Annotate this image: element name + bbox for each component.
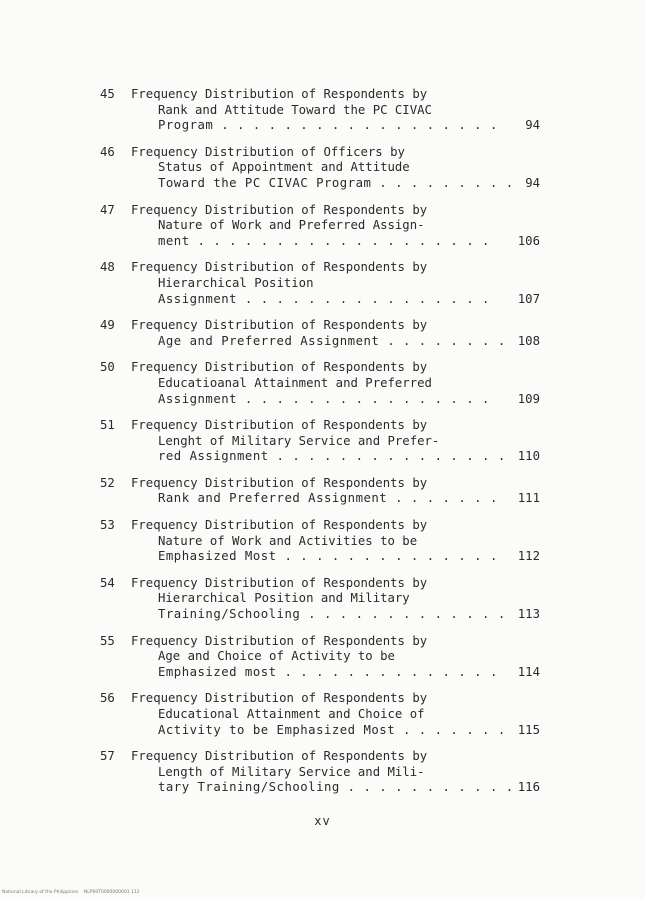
entry-title: Frequency Distribution of Respondents by <box>131 360 428 375</box>
entry-line <box>100 334 560 350</box>
entry-line <box>100 765 560 781</box>
entry-title: Frequency Distribution of Respondents by <box>131 418 428 433</box>
entry-number: 46 <box>100 144 115 159</box>
toc-entry-51 <box>100 418 560 465</box>
entry-line <box>100 780 560 796</box>
entry-page-number: 114 <box>517 664 540 679</box>
entry-line <box>100 276 560 292</box>
entry-number: 47 <box>100 202 115 217</box>
entry-number: 50 <box>100 360 115 375</box>
entry-line <box>100 707 560 723</box>
entry-line <box>100 749 560 765</box>
entry-number: 51 <box>100 418 115 433</box>
entry-line <box>100 665 560 681</box>
entry-title: Frequency Distribution of Respondents by <box>131 475 428 490</box>
page-number: xv <box>314 814 331 828</box>
entry-title: Age and Preferred Assignment . . . . . . . . <box>158 333 506 348</box>
entry-line <box>100 691 560 707</box>
entry-page-number: 94 <box>525 118 540 133</box>
entry-title: Rank and Preferred Assignment . . . . . . . <box>158 491 498 506</box>
entry-line <box>100 534 560 550</box>
entry-line <box>100 218 560 234</box>
entry-title: Rank and Attitude Toward the PC CIVAC <box>158 102 432 117</box>
entry-number: 48 <box>100 260 115 275</box>
entry-title: tary Training/Schooling . . . . . . . . . . . <box>158 780 514 795</box>
entry-title: Emphasized most . . . . . . . . . . . . . . <box>158 664 498 679</box>
entry-title: Frequency Distribution of Respondents by <box>131 749 428 764</box>
entry-line <box>100 418 560 434</box>
entry-title: Emphasized Most . . . . . . . . . . . . . . <box>158 549 498 564</box>
entry-page-number: 94 <box>525 175 540 190</box>
entry-line <box>100 145 560 161</box>
entry-number: 57 <box>100 749 115 764</box>
entry-title: Frequency Distribution of Respondents by <box>131 518 428 533</box>
entry-title: Frequency Distribution of Respondents by <box>131 318 428 333</box>
entry-line <box>100 103 560 119</box>
entry-title: Hierarchical Position and Military <box>158 591 410 606</box>
entry-page-number: 116 <box>517 780 540 795</box>
entry-number: 55 <box>100 633 115 648</box>
toc-entry-52 <box>100 476 560 507</box>
entry-number: 56 <box>100 691 115 706</box>
entry-line <box>100 160 560 176</box>
library-stamp: National Library of the Philippines NLP00T0000000003 112 <box>2 890 140 895</box>
entry-number: 49 <box>100 318 115 333</box>
entry-line <box>100 392 560 408</box>
entry-number: 54 <box>100 575 115 590</box>
entry-line <box>100 476 560 492</box>
toc-entry-47 <box>100 203 560 250</box>
entry-number: 45 <box>100 87 115 101</box>
toc-entry-50 <box>100 360 560 407</box>
entry-line <box>100 576 560 592</box>
entry-title: Educational Attainment and Choice of <box>158 707 425 721</box>
entry-title: Nature of Work and Preferred Assign- <box>158 218 425 233</box>
entry-page-number: 113 <box>517 607 540 622</box>
entry-title: Hierarchical Position <box>158 275 314 290</box>
entry-title: Frequency Distribution of Respondents by <box>131 691 428 706</box>
toc-entry-56 <box>100 691 560 738</box>
entry-line <box>100 434 560 450</box>
entry-title: Assignment . . . . . . . . . . . . . . . . <box>158 391 490 406</box>
entry-page-number: 106 <box>517 233 540 248</box>
entry-page-number: 110 <box>517 449 540 464</box>
entry-line <box>100 203 560 219</box>
entry-title: Frequency Distribution of Officers by <box>131 144 405 159</box>
entry-title: Educatioanal Attainment and Preferred <box>158 375 432 390</box>
entry-line <box>100 649 560 665</box>
entry-title: Assignment . . . . . . . . . . . . . . . . <box>158 291 490 306</box>
entry-line <box>100 449 560 465</box>
entry-line <box>100 260 560 276</box>
entry-page-number: 108 <box>517 333 540 348</box>
entry-line <box>100 360 560 376</box>
entry-title: Frequency Distribution of Respondents by <box>131 260 428 275</box>
entry-line <box>100 118 560 134</box>
toc-entry-45 <box>100 87 560 134</box>
entry-page-number: 115 <box>517 722 540 737</box>
entry-line <box>100 634 560 650</box>
entry-number: 53 <box>100 518 115 533</box>
toc-entry-55 <box>100 634 560 681</box>
entry-line <box>100 376 560 392</box>
entry-line <box>100 607 560 623</box>
entry-title: Program . . . . . . . . . . . . . . . . . . <box>158 118 498 133</box>
list-of-tables <box>100 87 560 807</box>
entry-line <box>100 234 560 250</box>
toc-entry-57 <box>100 749 560 796</box>
toc-entry-48 <box>100 260 560 307</box>
entry-line <box>100 491 560 507</box>
toc-entry-54 <box>100 576 560 623</box>
entry-page-number: 109 <box>517 391 540 406</box>
entry-title: Frequency Distribution of Respondents by <box>131 575 428 590</box>
entry-title: Training/Schooling . . . . . . . . . . . . . <box>158 607 506 622</box>
entry-title: Nature of Work and Activities to be <box>158 533 418 548</box>
entry-line <box>100 591 560 607</box>
entry-line <box>100 549 560 565</box>
entry-title: Frequency Distribution of Respondents by <box>131 202 428 217</box>
entry-title: Frequency Distribution of Respondents by <box>131 87 428 101</box>
entry-line <box>100 318 560 334</box>
entry-line <box>100 518 560 534</box>
entry-line <box>100 87 560 103</box>
entry-page-number: 107 <box>517 291 540 306</box>
entry-title: Age and Choice of Activity to be <box>158 649 395 664</box>
entry-title: Frequency Distribution of Respondents by <box>131 633 428 648</box>
entry-title: Toward the PC CIVAC Program . . . . . . . . . <box>158 175 514 190</box>
entry-page-number: 112 <box>517 549 540 564</box>
entry-title: Lenght of Military Service and Prefer- <box>158 433 440 448</box>
entry-line <box>100 723 560 739</box>
toc-entry-53 <box>100 518 560 565</box>
toc-entry-46 <box>100 145 560 192</box>
entry-number: 52 <box>100 475 115 490</box>
entry-line <box>100 292 560 308</box>
entry-title: Status of Appointment and Attitude <box>158 160 410 175</box>
entry-line <box>100 176 560 192</box>
entry-title: ment . . . . . . . . . . . . . . . . . . . <box>158 233 490 248</box>
entry-title: Activity to be Emphasized Most . . . . . . . <box>158 722 506 737</box>
entry-title: red Assignment . . . . . . . . . . . . . . . <box>158 449 506 464</box>
entry-title: Length of Military Service and Mili- <box>158 764 425 779</box>
entry-page-number: 111 <box>517 491 540 506</box>
toc-entry-49 <box>100 318 560 349</box>
